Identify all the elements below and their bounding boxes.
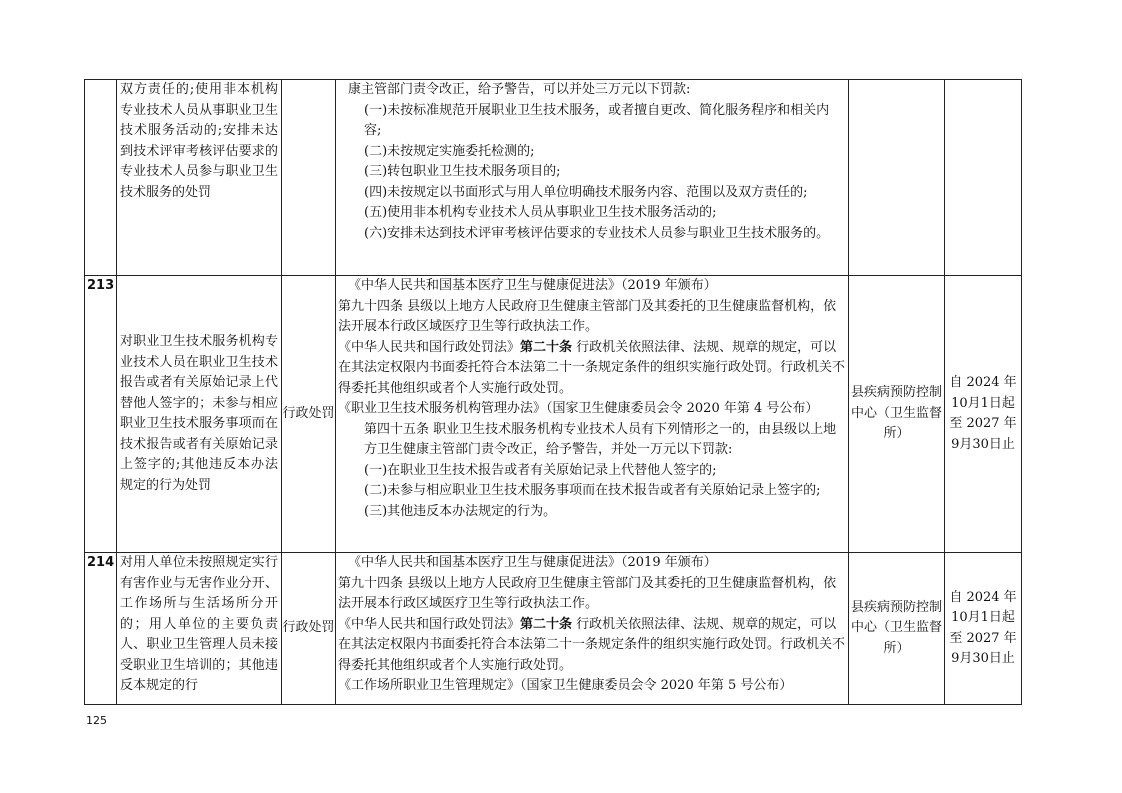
- row-object: 对用人单位未按照规定实行有害作业与无害作业分开、工作场所与生活场所分开的；用人单位的主要负责人、职业卫生管理人员未接受职业卫生培训的；其他违反本规定的行: [117, 553, 282, 705]
- law-line: (三)其他违反本办法规定的行为。: [364, 503, 557, 519]
- row-type: 行政处罚: [282, 276, 336, 553]
- law-line: 《工作场所职业卫生管理规定》（国家卫生健康委员会令 2020 年第 5 号公布）: [338, 678, 793, 693]
- law-line: 《职业卫生技术服务机构管理办法》（国家卫生健康委员会令 2020 年第 4 号公布）: [338, 401, 819, 416]
- row-authority: 县疾病预防控制中心（卫生监督所）: [849, 553, 945, 705]
- law-title: 《中华人民共和国行政处罚法》: [338, 339, 521, 355]
- law-line: [338, 338, 846, 400]
- law-line: (一)在职业卫生技术报告或者有关原始记录上代替他人签字的;: [364, 462, 717, 478]
- permissions-table: [84, 79, 1022, 705]
- row-number: 214: [85, 553, 117, 705]
- law-text: 行政机关依照法律、法规、规章的规定，可以在其法定权限内书面委托符合本法第二十一条规定条件的组织实施行政处罚。行政机关不得委托其他组织或者个人实施行政处罚。: [338, 339, 846, 396]
- row-legal-basis: [336, 553, 849, 705]
- law-line: 第九十四条 县级以上地方人民政府卫生健康主管部门及其委托的卫生健康监督机构，依法开展本行政区域医疗卫生等行政执法工作。: [338, 298, 837, 334]
- row-period: 自 2024 年10月1日起至 2027 年9月30日止: [945, 276, 1022, 553]
- law-article: 第二十条: [520, 339, 573, 355]
- law-line: (五)使用非本机构专业技术人员从事职业卫生技术服务活动的;: [364, 205, 717, 220]
- law-article: 第二十条: [520, 616, 573, 632]
- table-row: [85, 80, 1022, 276]
- law-line: 第四十五条 职业卫生技术服务机构专业技术人员有下列情形之一的，由县级以上地方卫生健康主管部门责令改正，给予警告，并处一万元以下罚款:: [364, 421, 837, 457]
- row-authority: 县疾病预防控制中心（卫生监督所）: [849, 276, 945, 553]
- law-line: 第九十四条 县级以上地方人民政府卫生健康主管部门及其委托的卫生健康监督机构，依法开展本行政区域医疗卫生等行政执法工作。: [338, 575, 837, 611]
- row-object: 双方责任的;使用非本机构专业技术人员从事职业卫生技术服务活动的;安排未达到技术评审考核评估要求的专业技术人员参与职业卫生技术服务的处罚: [117, 80, 282, 276]
- page-number: 125: [86, 714, 107, 727]
- law-line: [338, 615, 846, 677]
- table-row: [85, 276, 1022, 553]
- law-line: 《中华人民共和国基本医疗卫生与健康促进法》（2019 年颁布）: [348, 278, 717, 293]
- row-period: [945, 80, 1022, 276]
- table-row: [85, 553, 1022, 705]
- law-line: (三)转包职业卫生技术服务项目的;: [364, 164, 561, 179]
- law-line: (二)未按规定实施委托检测的;: [364, 143, 535, 159]
- row-legal-basis: [336, 80, 849, 276]
- law-text: 行政机关依照法律、法规、规章的规定，可以在其法定权限内书面委托符合本法第二十一条规定条件的组织实施行政处罚。行政机关不得委托其他组织或者个人实施行政处罚。: [338, 616, 846, 673]
- law-line: (二)未参与相应职业卫生技术服务事项而在技术报告或者有关原始记录上签字的;: [364, 483, 821, 498]
- row-number: 213: [85, 276, 117, 553]
- law-line: 康主管部门责令改正，给予警告，可以并处三万元以下罚款:: [348, 82, 691, 97]
- row-authority: [849, 80, 945, 276]
- law-line: (一)未按标准规范开展职业卫生技术服务，或者擅自更改、简化服务程序和相关内容;: [364, 102, 830, 138]
- law-line: (四)未按规定以书面形式与用人单位明确技术服务内容、范围以及双方责任的;: [364, 184, 808, 200]
- law-title: 《中华人民共和国行政处罚法》: [338, 616, 521, 632]
- row-period: 自 2024 年10月1日起至 2027 年9月30日止: [945, 553, 1022, 705]
- law-line: 《中华人民共和国基本医疗卫生与健康促进法》（2019 年颁布）: [348, 555, 717, 570]
- row-number: [85, 80, 117, 276]
- row-object: 对职业卫生技术服务机构专业技术人员在职业卫生技术报告或者有关原始记录上代替他人签字的；未参与相应职业卫生技术服务事项而在技术报告或者有关原始记录上签字的;其他违反本办法规定的行为处罚: [117, 276, 282, 553]
- row-type: 行政处罚: [282, 553, 336, 705]
- row-type: [282, 80, 336, 276]
- law-line: (六)安排未达到技术评审考核评估要求的专业技术人员参与职业卫生技术服务的。: [364, 225, 830, 241]
- row-legal-basis: [336, 276, 849, 553]
